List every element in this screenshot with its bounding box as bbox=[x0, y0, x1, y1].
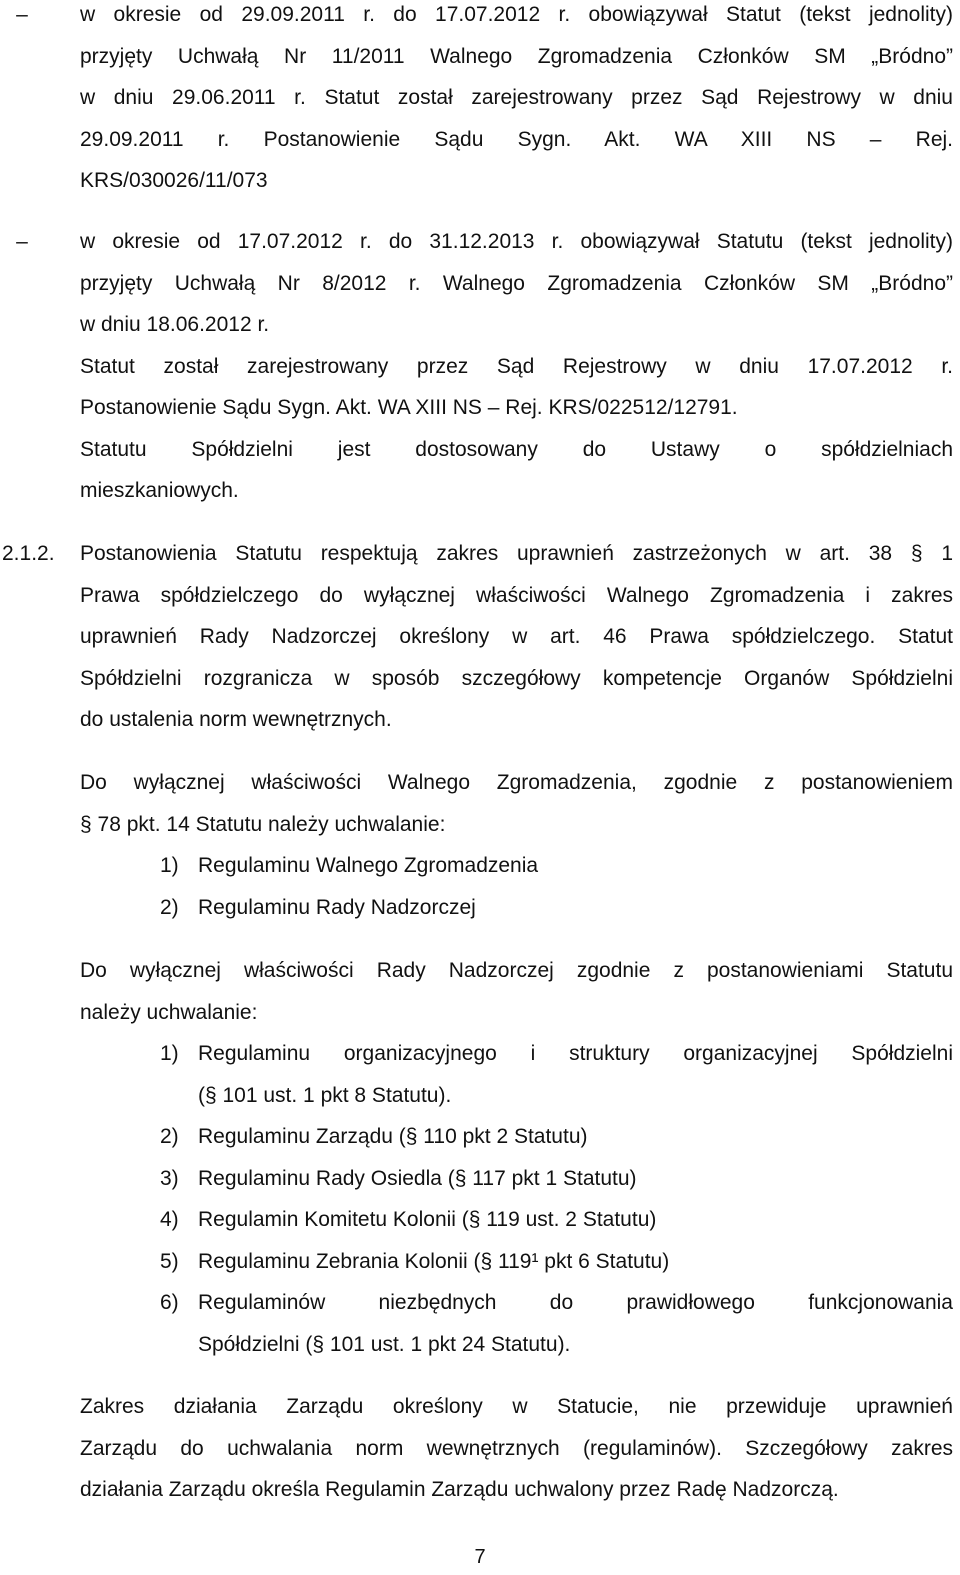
list-number: 4) bbox=[160, 1208, 179, 1231]
list-item-statute-2011 bbox=[80, 0, 953, 202]
text-line: Do wyłącznej właściwości Walnego Zgromadzenia, zgodnie z postanowieniem bbox=[80, 771, 953, 794]
list-number: 5) bbox=[160, 1249, 179, 1273]
text-line: Postanowienia Statutu respektują zakres uprawnień zastrzeżonych w art. 38 § 1 bbox=[80, 542, 953, 565]
section-number: 2.1.2. bbox=[2, 542, 55, 565]
text-line: KRS/030026/11/073 bbox=[80, 169, 268, 192]
list-item bbox=[160, 1241, 953, 1283]
list-item bbox=[160, 845, 953, 887]
text-line: w okresie od 17.07.2012 r. do 31.12.2013 r. obowiązywał Statutu (tekst jednolity) bbox=[80, 230, 953, 253]
list-text-continued: Spółdzielni (§ 101 ust. 1 pkt 24 Statutu). bbox=[198, 1332, 571, 1356]
text-line: Zarządu do uchwalania norm wewnętrznych (regulaminów). Szczegółowy zakres bbox=[80, 1436, 953, 1460]
list-item bbox=[160, 1033, 953, 1116]
list-item bbox=[160, 887, 953, 929]
text-line: 29.09.2011 r. Postanowienie Sądu Sygn. Akt. WA XIII NS – Rej. bbox=[80, 127, 953, 151]
list-item bbox=[160, 1116, 953, 1158]
text-line: Prawa spółdzielczego do wyłącznej właściwości Walnego Zgromadzenia i zakres bbox=[80, 583, 953, 607]
list-number: 6) bbox=[160, 1291, 179, 1314]
text-line: do ustalenia norm wewnętrznych. bbox=[80, 708, 392, 731]
list-text: Regulaminu Walnego Zgromadzenia bbox=[198, 854, 539, 877]
list-number: 2) bbox=[160, 1125, 179, 1148]
list-text: Regulamin Komitetu Kolonii (§ 119 ust. 2 Statutu) bbox=[198, 1208, 657, 1231]
walne-paragraph bbox=[80, 762, 953, 845]
list-item-statute-2012 bbox=[80, 221, 953, 512]
list-number: 1) bbox=[160, 1042, 179, 1065]
rada-list bbox=[160, 1033, 953, 1365]
walne-list bbox=[160, 845, 953, 928]
list-number: 1) bbox=[160, 854, 179, 877]
page-number: 7 bbox=[474, 1546, 486, 1568]
text-line: należy uchwalanie: bbox=[80, 1000, 258, 1024]
text-line: działania Zarządu określa Regulamin Zarządu uchwalony przez Radę Nadzorczą. bbox=[80, 1478, 839, 1501]
text-line: Do wyłącznej właściwości Rady Nadzorczej zgodnie z postanowieniami Statutu bbox=[80, 959, 953, 982]
text-line: mieszkaniowych. bbox=[80, 479, 239, 502]
text-line: w dniu 29.06.2011 r. Statut został zarejestrowany przez Sąd Rejestrowy w dniu bbox=[80, 86, 953, 109]
text-line: Postanowienie Sądu Sygn. Akt. WA XIII NS – Rej. KRS/022512/12791. bbox=[80, 396, 738, 419]
list-item bbox=[160, 1158, 953, 1200]
text-line: Statut został zarejestrowany przez Sąd Rejestrowy w dniu 17.07.2012 r. bbox=[80, 354, 953, 378]
list-number: 2) bbox=[160, 895, 179, 919]
list-dash: – bbox=[16, 3, 28, 26]
section-paragraph bbox=[80, 533, 953, 741]
list-number: 3) bbox=[160, 1166, 179, 1190]
list-text: Regulaminu Zebrania Kolonii (§ 119¹ pkt 6 Statutu) bbox=[198, 1249, 670, 1273]
text-line: uprawnień Rady Nadzorczej określony w art. 46 Prawa spółdzielczego. Statut bbox=[80, 625, 953, 648]
list-text-continued: (§ 101 ust. 1 pkt 8 Statutu). bbox=[198, 1083, 452, 1107]
text-line: w dniu 18.06.2012 r. bbox=[80, 313, 270, 336]
zarzad-paragraph bbox=[80, 1386, 953, 1511]
list-text: Regulaminu Rady Nadzorczej bbox=[198, 895, 476, 919]
list-dash: – bbox=[16, 230, 28, 253]
text-line: przyjęty Uchwałą Nr 11/2011 Walnego Zgromadzenia Członków SM „Bródno” bbox=[80, 44, 953, 68]
list-item bbox=[160, 1282, 953, 1365]
text-line: w okresie od 29.09.2011 r. do 17.07.2012 r. obowiązywał Statut (tekst jednolity) bbox=[80, 3, 953, 26]
text-line: § 78 pkt. 14 Statutu należy uchwalanie: bbox=[80, 812, 446, 836]
rada-paragraph bbox=[80, 950, 953, 1033]
list-text: Regulaminu organizacyjnego i struktury organizacyjnej Spółdzielni bbox=[198, 1042, 953, 1065]
list-text: Regulaminów niezbędnych do prawidłowego funkcjonowania bbox=[198, 1291, 953, 1314]
text-line: Spółdzielni rozgranicza w sposób szczegółowy kompetencje Organów Spółdzielni bbox=[80, 666, 953, 690]
list-item bbox=[160, 1199, 953, 1241]
list-text: Regulaminu Rady Osiedla (§ 117 pkt 1 Statutu) bbox=[198, 1166, 637, 1190]
text-line: Statutu Spółdzielni jest dostosowany do Ustawy o spółdzielniach bbox=[80, 437, 953, 461]
text-line: Zakres działania Zarządu określony w Statucie, nie przewiduje uprawnień bbox=[80, 1395, 953, 1418]
text-line: przyjęty Uchwałą Nr 8/2012 r. Walnego Zgromadzenia Członków SM „Bródno” bbox=[80, 271, 953, 295]
list-text: Regulaminu Zarządu (§ 110 pkt 2 Statutu) bbox=[198, 1125, 588, 1148]
